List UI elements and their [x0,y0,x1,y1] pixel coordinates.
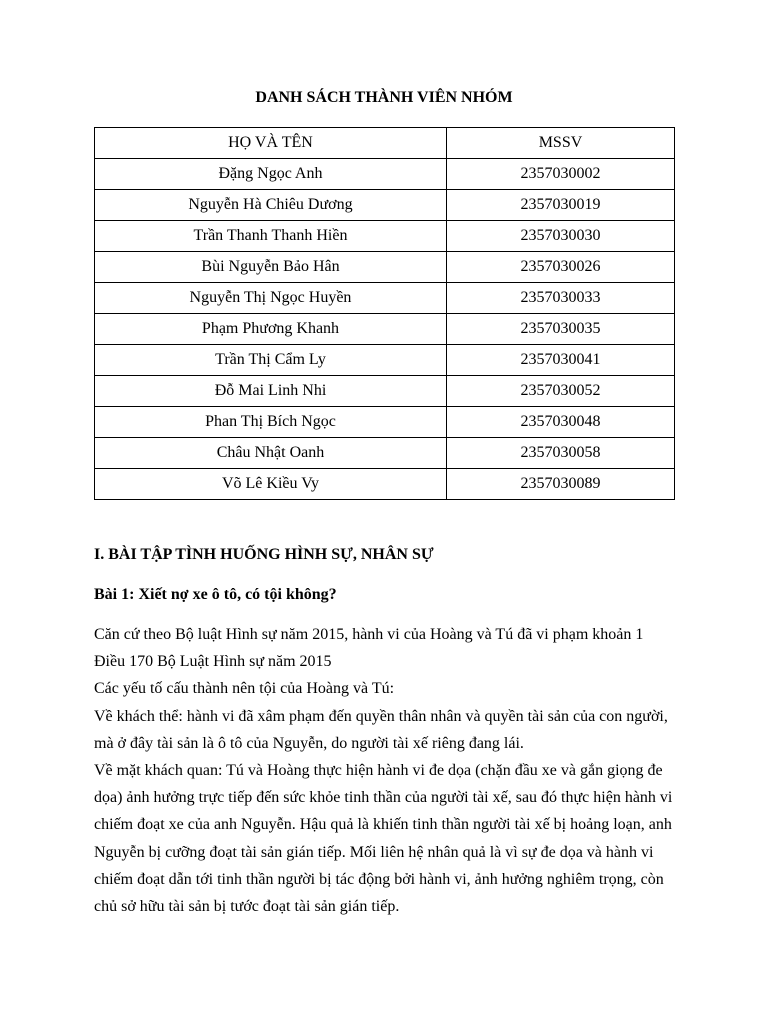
member-student-id: 2357030030 [446,221,674,252]
member-name: Trần Thanh Thanh Hiền [95,221,447,252]
member-name: Châu Nhật Oanh [95,438,447,469]
paragraph: Về mặt khách quan: Tú và Hoàng thực hiện hành vi đe dọa (chặn đầu xe và gắn giọng đe dọa) ảnh hưởng trực tiếp đến sức khỏe tinh thần của người tài xế, sau đó thực hiện hành vi chiếm đoạt xe của anh Nguyễn. Hậu quả là khiến tinh thần người tài xế bị hoảng loạn, anh Nguyễn bị cưỡng đoạt tài sản gián tiếp. Mối liên hệ nhân quả là vì sự đe dọa và hành vi chiếm đoạt dẫn tới tinh thần người bị tác động bởi hành vi, ảnh hưởng nghiêm trọng, còn chủ sở hữu tài sản bị tước đoạt tài sản gián tiếp. [94,762,673,916]
table-header-row [95,128,675,159]
table-row [95,376,675,407]
member-name: Nguyễn Hà Chiêu Dương [95,190,447,221]
member-student-id: 2357030035 [446,314,674,345]
member-name: Phan Thị Bích Ngọc [95,407,447,438]
document-title: DANH SÁCH THÀNH VIÊN NHÓM [255,89,513,106]
member-name: Phạm Phương Khanh [95,314,447,345]
table-row [95,283,675,314]
member-name: Bùi Nguyễn Bảo Hân [95,252,447,283]
table-row [95,469,675,500]
paragraph: Căn cứ theo Bộ luật Hình sự năm 2015, hành vi của Hoàng và Tú đã vi phạm khoản 1 Điều 170 Bộ Luật Hình sự năm 2015 [94,626,644,671]
member-student-id: 2357030026 [446,252,674,283]
paragraph: Các yếu tố cấu thành nên tội của Hoàng và Tú: [94,680,395,698]
table-row [95,159,675,190]
member-name: Võ Lê Kiều Vy [95,469,447,500]
section-heading: I. BÀI TẬP TÌNH HUỐNG HÌNH SỰ, NHÂN SỰ [94,546,434,563]
table-row [95,438,675,469]
member-name: Đặng Ngọc Anh [95,159,447,190]
member-student-id: 2357030058 [446,438,674,469]
member-name: Nguyễn Thị Ngọc Huyền [95,283,447,314]
member-name: Trần Thị Cẩm Ly [95,345,447,376]
header-full-name: HỌ VÀ TÊN [95,128,447,159]
member-student-id: 2357030048 [446,407,674,438]
table-row [95,314,675,345]
table-row [95,190,675,221]
table-row [95,407,675,438]
member-student-id: 2357030089 [446,469,674,500]
body-text [94,621,676,920]
member-student-id: 2357030041 [446,345,674,376]
member-table [94,127,675,500]
exercise-title: Bài 1: Xiết nợ xe ô tô, có tội không? [94,586,337,603]
member-student-id: 2357030033 [446,283,674,314]
member-student-id: 2357030002 [446,159,674,190]
table-row [95,221,675,252]
member-name: Đỗ Mai Linh Nhi [95,376,447,407]
member-student-id: 2357030019 [446,190,674,221]
table-row [95,345,675,376]
header-student-id: MSSV [446,128,674,159]
member-student-id: 2357030052 [446,376,674,407]
paragraph: Về khách thể: hành vi đã xâm phạm đến quyền thân nhân và quyền tài sản của con người, mà ở đây tài sản là ô tô của Nguyễn, do người tài xế riêng đang lái. [94,707,668,752]
table-row [95,252,675,283]
